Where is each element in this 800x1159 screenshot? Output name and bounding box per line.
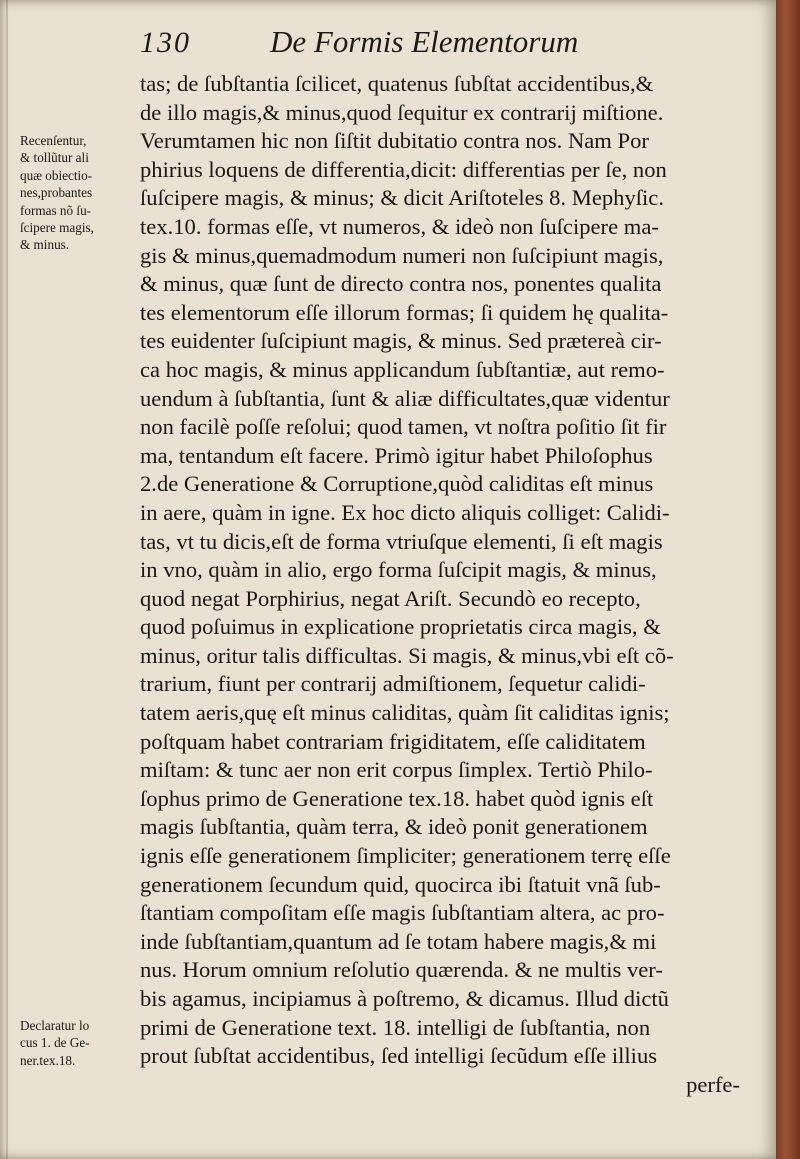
text-line: phirius loquens de differentia,dicit: differentias per ſe, non — [140, 156, 667, 182]
marginal-note-line: Declaratur lo — [20, 1018, 90, 1033]
main-text-block — [140, 70, 752, 1099]
text-line: nus. Horum omnium reſolutio quærenda. & ne multis ver- — [140, 957, 663, 983]
text-line: & minus, quæ ſunt de directo contra nos, ponentes qualita — [140, 271, 662, 297]
folio-number: 130 — [140, 26, 191, 59]
text-line: Verumtamen hic non ſiſtit dubitatio contra nos. Nam Por — [140, 128, 649, 154]
text-line: uendum à ſubſtantia, ſunt & aliæ difficultates,quæ videntur — [140, 385, 670, 411]
text-line: tex.10. formas eſſe, vt numeros, & ideò non ſuſcipere ma- — [140, 213, 659, 239]
marginal-note-line: cus 1. de Ge- — [20, 1035, 90, 1051]
text-line: gis & minus,quemadmodum numeri non ſuſcipiunt magis, — [140, 242, 664, 268]
text-line: ignis eſſe generationem ſimpliciter; generationem terrę eſſe — [140, 843, 671, 869]
text-line: poſtquam habet contrariam frigiditatem, eſſe caliditatem — [140, 728, 646, 754]
text-line: quod poſuimus in explicatione proprietatis circa magis, & — [140, 614, 661, 640]
text-line: tas; de ſubſtantia ſcilicet, quatenus ſubſtat accidentibus,& — [140, 71, 654, 96]
text-line: de illo magis,& minus,quod ſequitur ex contrarij miſtione. — [140, 99, 664, 125]
marginal-note-line: formas nõ ſu- — [20, 202, 92, 218]
text-line: inde ſubſtantiam,quantum ad ſe totam habere magis,& mi — [140, 928, 657, 954]
text-line: tas, vt tu dicis,eſt de forma vtriuſque elementi, ſi eſt magis — [140, 528, 663, 554]
text-line: ca hoc magis, & minus applicandum ſubſtantiæ, aut remo- — [140, 356, 665, 382]
text-line: prout ſubſtat accidentibus, ſed intelligi ſecũdum eſſe illius — [140, 1043, 658, 1069]
catchword: perfe- — [686, 1071, 740, 1097]
running-title: De Formis Elementorum — [270, 24, 579, 59]
text-line: generationem ſecundum quid, quocirca ibi ſtatuit vnã ſub- — [140, 871, 661, 897]
text-line: in vno, quàm in alio, ergo forma ſuſcipit magis, & minus, — [140, 557, 657, 583]
text-line: 2.de Generatione & Corruptione,quòd caliditas eſt minus — [140, 471, 654, 497]
text-line: bis agamus, incipiamus à poſtremo, & dicamus. Illud dictũ — [140, 986, 669, 1011]
marginal-note — [20, 1017, 132, 1069]
marginal-note-line: ſcipere magis, — [20, 220, 94, 236]
text-line: tatem aeris,quę eſt minus caliditas, quàm ſit caliditas ignis; — [140, 700, 670, 726]
marginal-note-line: quæ obiectio- — [20, 167, 93, 183]
text-line: non facilè poſſe reſolui; quod tamen, vt noſtra poſitio ſit fir — [140, 414, 667, 440]
marginal-note-line: ner.tex.18. — [20, 1052, 76, 1068]
marginal-note — [20, 132, 132, 254]
text-line: trarium, fiunt per contrarij admiſtionem, ſequetur calidi- — [140, 671, 646, 697]
page-header — [140, 22, 760, 62]
text-line: quod negat Porphirius, negat Ariſt. Secundò eo recepto, — [140, 585, 641, 611]
text-line: minus, oritur talis difficultas. Si magis, & minus,vbi eſt cõ- — [140, 642, 674, 668]
text-line: magis ſubſtantia, quàm terra, & ideò ponit generationem — [140, 814, 648, 840]
text-line: primi de Generatione text. 18. intelligi de ſubſtantia, non — [140, 1014, 651, 1040]
text-line: ſuſcipere magis, & minus; & dicit Ariſtoteles 8. Mephyſic. — [140, 185, 664, 211]
book-edge — [776, 0, 800, 1159]
text-line: in aere, quàm in igne. Ex hoc dicto aliquis colliget: Calidi- — [140, 499, 670, 525]
text-line: tes elementorum eſſe illorum formas; ſi quidem hę qualita- — [140, 299, 669, 325]
text-line: ſtantiam compoſitam eſſe magis ſubſtantiam altera, ac pro- — [140, 900, 665, 926]
marginal-note-line: nes,probantes — [20, 185, 93, 201]
gutter-shadow — [6, 0, 8, 1159]
text-line: ma, tentandum eſt facere. Primò igitur habet Philoſophus — [140, 442, 653, 468]
text-line: tes euidenter ſuſcipiunt magis, & minus. Sed prætereà cir- — [140, 328, 662, 354]
marginal-note-line: & tollũtur ali — [20, 150, 89, 166]
text-line: ſophus primo de Generatione tex.18. habet quòd ignis eſt — [140, 785, 654, 811]
marginal-note-line: & minus. — [20, 237, 70, 253]
marginal-note-line: Recenſentur, — [20, 133, 87, 148]
text-line: miſtam: & tunc aer non erit corpus ſimplex. Tertiò Philo- — [140, 757, 653, 783]
